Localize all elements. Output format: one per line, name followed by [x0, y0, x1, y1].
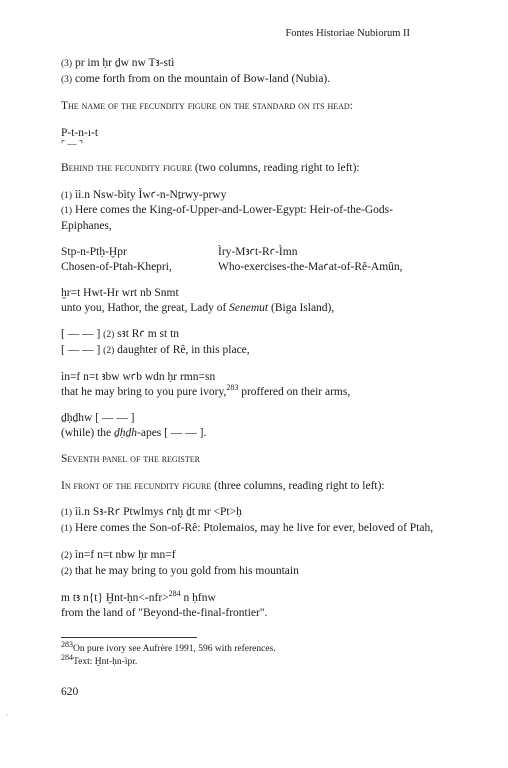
- translation-line: [61, 343, 461, 359]
- line-number: (3): [61, 74, 73, 85]
- italic-term: ḏḥḏh: [114, 426, 138, 439]
- line-number: (2): [61, 566, 73, 577]
- page-number: 620: [61, 686, 79, 698]
- footnote: [61, 639, 276, 656]
- transliteration-line: [61, 591, 461, 606]
- line-number: (1): [61, 206, 73, 216]
- section-heading-behind: [61, 161, 461, 176]
- translation: from the land of "Beyond-the-final-frontier".: [61, 606, 268, 619]
- transliteration-line: [61, 505, 461, 521]
- transliteration: pr im ḥr ḏw nw Tꜣ-stì: [74, 57, 175, 69]
- transliteration: ìì.n Sꜣ-Rꜥ Ptwlmys ꜥnḫ ḏt mr <Pt>ḥ: [74, 506, 242, 518]
- footnote-text: On pure ivory see Aufrère 1991, 596 with references.: [73, 644, 276, 654]
- translation: daughter of Rê, in this place,: [114, 343, 250, 356]
- main-text: [61, 56, 461, 632]
- translation: come forth from on the mountain of Bow-land (Nubia).: [74, 72, 331, 85]
- section-heading-seventh-panel: Seventh panel of the register: [61, 453, 200, 465]
- transliteration: ìn=f n=t nbw ḥr mn=f: [74, 549, 176, 561]
- translation-line: [61, 564, 461, 580]
- text-block-7: [61, 370, 461, 399]
- transliteration: ḫr=t Hwt-Hr wrt nb Snmt: [61, 287, 179, 299]
- transliteration-line: [61, 188, 461, 204]
- translation-left: Chosen-of-Ptah-Khepri,: [61, 260, 172, 273]
- line-number: (2): [61, 551, 73, 561]
- translation-right: Who-exercises-the-Maꜥat-of-Rê-Amûn,: [218, 260, 403, 273]
- transliteration: ìì.n Nsw-bìty Ìwꜥ-n-Nṯrwy-prwy: [74, 188, 227, 201]
- text-block-9: [61, 505, 461, 536]
- translation-part: (while) the: [61, 426, 115, 439]
- heading-caps: Behind the fecundity figure: [61, 162, 192, 174]
- footnote-divider: [61, 637, 197, 638]
- footnote-ref: 284: [168, 589, 181, 599]
- transliteration-right: Ìry-Mꜣꜥt-Rꜥ-Ìmn: [218, 246, 298, 258]
- text-block-5: [61, 286, 461, 315]
- text-block-4-columns: [61, 245, 461, 274]
- transliteration-line: [61, 548, 461, 564]
- margin-mark: ·: [6, 711, 9, 720]
- text-block-8: [61, 411, 461, 440]
- translation-part: proffered on their arms,: [238, 385, 351, 398]
- translation: Here comes the King-of-Upper-and-Lower-Egypt: Heir-of-the-Gods-: [74, 204, 393, 216]
- text-block-1: [61, 56, 461, 87]
- translation-line: [61, 301, 461, 316]
- place-name: Senemut: [229, 301, 269, 314]
- transliteration-part: m tꜣ n{t} Ḫnt-ḥn<-nfr>: [61, 592, 169, 604]
- text-block-10: [61, 548, 461, 579]
- line-number: (1): [61, 190, 73, 201]
- section-heading-in-front: [61, 479, 461, 494]
- heading-note: (two columns, reading right to left):: [191, 162, 360, 174]
- transliteration-part: n ḥfnw: [180, 592, 216, 604]
- transliteration: sꜣt Rꜥ m st tn: [114, 328, 180, 340]
- section-heading-standard: The name of the fecundity figure on the standard on its head:: [61, 100, 353, 112]
- text-block-3: [61, 188, 461, 234]
- translation-part: unto you, Hathor, the great, Lady of: [61, 301, 230, 314]
- footnote-ref: 283: [226, 382, 239, 392]
- heading-caps: In front of the fecundity figure: [61, 479, 212, 492]
- transliteration: P-t-n-ı-t: [61, 126, 99, 139]
- transliteration-line: [61, 56, 461, 72]
- translation-part: -apes [ — — ].: [137, 426, 207, 439]
- text-block-2: [61, 126, 461, 150]
- heading-note: (three columns, reading right to left):: [211, 479, 385, 492]
- transliteration: ḏḥḏhw [ — — ]: [61, 412, 135, 424]
- translation-part: (Biga Island),: [268, 301, 335, 314]
- running-header: Fontes Historiae Nubiorum II: [285, 28, 410, 39]
- line-number: (2): [103, 330, 115, 340]
- translation-line: [61, 426, 461, 441]
- text-block-6: [61, 327, 461, 358]
- transliteration-line: [61, 327, 461, 343]
- line-number: (1): [61, 523, 73, 534]
- translation: that he may bring to you gold from his mountain: [74, 564, 299, 577]
- transliteration-left: Stp-n-Ptḥ-Ḫpr: [61, 246, 127, 258]
- column-row-transliteration: [61, 245, 461, 260]
- line-number: (3): [61, 59, 73, 69]
- footnote-text: Text: Ḫnt-ḥn-ìpr.: [73, 657, 138, 667]
- translation-line: [61, 382, 461, 400]
- line-number: (2): [103, 345, 115, 356]
- translation-continued: Epiphanes,: [61, 219, 112, 232]
- lacuna: [ — — ]: [61, 343, 104, 356]
- footnote: [61, 652, 276, 669]
- translation-line: [61, 203, 461, 219]
- translation-line: [61, 521, 461, 537]
- translation-line: [61, 72, 461, 88]
- text-block-11: [61, 591, 461, 620]
- translation: Here comes the Son-of-Rê: Ptolemaios, may he live for ever, beloved of Ptah,: [74, 521, 434, 534]
- column-row-translation: [61, 260, 461, 275]
- footnote-number: 284: [61, 652, 73, 662]
- translation-part: that he may bring to you pure ivory,: [61, 385, 227, 398]
- line-number: (1): [61, 508, 73, 518]
- lacuna-marks: ⌜ — ⌝: [61, 139, 83, 149]
- transliteration: ìn=f n=t ꜣbw wꜥb wdn ḥr rmn=sn: [61, 371, 216, 383]
- footnote-number: 283: [61, 639, 73, 649]
- lacuna: [ — — ]: [61, 328, 104, 340]
- footnotes: [61, 639, 276, 669]
